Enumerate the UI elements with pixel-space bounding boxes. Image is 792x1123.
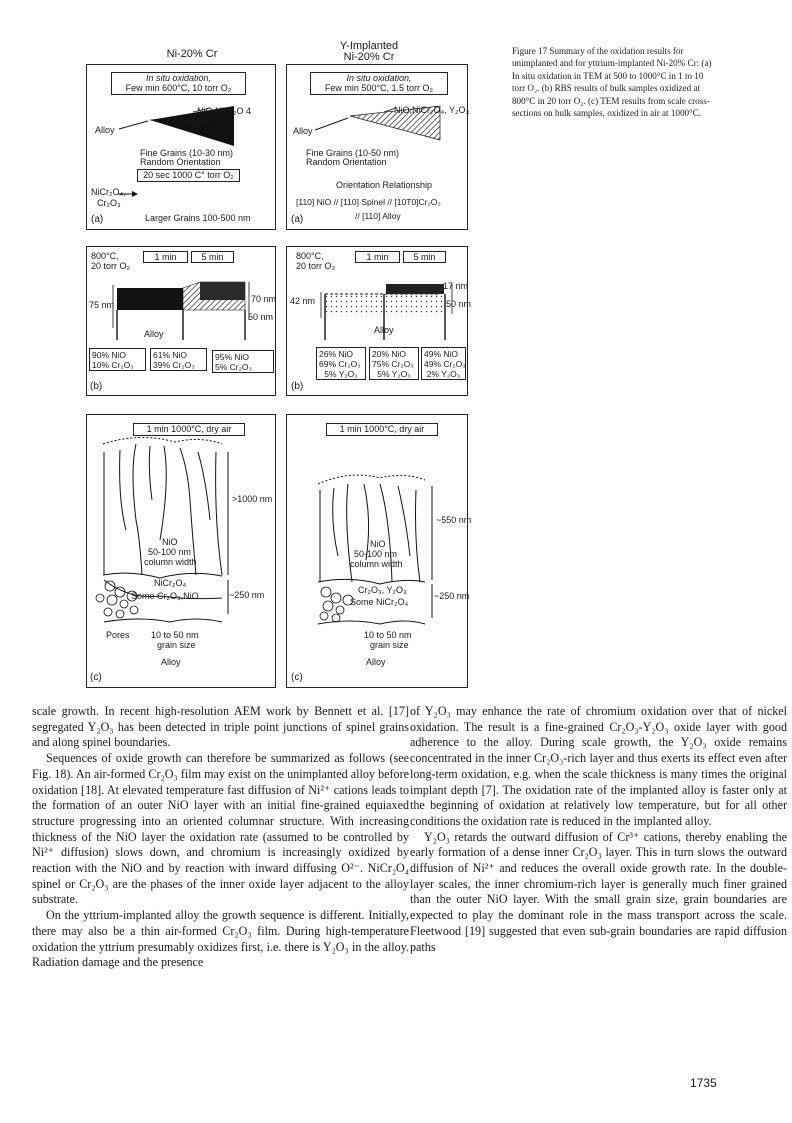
b-right-comp-3-l3: 2% Y₂O₃ — [426, 369, 461, 379]
b-left-comp-1-l2: 10% Cr₂O₃ — [92, 360, 134, 370]
b-right-depth-17: 17 nm — [443, 281, 469, 291]
a-right-oxide-label: NiO,NiCr₂O₄, Y₂O₃ — [394, 105, 470, 115]
b-right-comp-3-l1: 49% NiO — [424, 349, 459, 359]
c-right-grain-size-line1: 10 to 50 nm — [364, 630, 412, 640]
a-left-panel-label: (a) — [91, 214, 104, 225]
left-paragraph-1: scale growth. In recent high-resolution AEM work by Bennett et al. [17] segregated Y₂O₃ has been detected in triple point junctions of spinel grains and along spinel boundaries. — [32, 704, 409, 750]
inner-grains-c-right — [320, 587, 353, 622]
c-right-grain-size-line2: grain size — [370, 640, 409, 650]
c-right-nio-line3: column width — [350, 559, 403, 569]
b-right-comp-3 — [421, 347, 466, 380]
a-right-orientation-line2: // [110] Alloy — [355, 211, 401, 221]
b-left-comp-2-l2: 39% Cr₂O₃ — [153, 360, 195, 370]
a-right-grains-line1: Fine Grains (10-50 nm) — [306, 148, 400, 158]
b-left-comp-1 — [89, 348, 146, 371]
page-number: 1735 — [690, 1076, 717, 1090]
b-left-comp-3 — [212, 350, 274, 373]
a-left-oxide-label: NiO,NiCr₂O 4 — [197, 106, 251, 116]
b-right-comp-1-l3: 5% Y₂O₃ — [324, 369, 358, 379]
b-left-time-1min: 1 min — [143, 251, 188, 263]
b-right-comp-2 — [369, 347, 419, 380]
col-title-implanted-1: Y-Implanted — [339, 40, 399, 52]
a-left-oxide2-line2: Cr₂O₃ — [97, 198, 121, 208]
b-right-depth-50: 50 nm — [446, 299, 472, 309]
c-left-grain-size-line1: 10 to 50 nm — [151, 630, 199, 640]
rbs-profile-b-left — [113, 282, 249, 340]
b-left-depth-50: 50 nm — [248, 312, 274, 322]
b-right-alloy-label: Alloy — [374, 325, 394, 335]
b-right-comp-3-l2: 49% Cr₂O₃ — [424, 359, 466, 369]
b-right-time-5min: 5 min — [403, 251, 446, 263]
right-paragraph-1: of Y₂O₃ may enhance the rate of chromium oxidation over that of nickel oxidation. The result is a fine-grained Cr₂O₃-Y₂O₃ oxide layer with good adherence to the alloy. During scale growth, the Y₂O₃ oxide remains concentrated in the inner Cr₂O₃-rich layer and thus exerts its effect even after long-term oxidation, e.g. when the scale thickness is many times the original implant depth [7]. The oxidation rate of the implanted alloy is faster only at the beginning of oxidation at relatively low temperature, but for all other conditions the oxidation rate is reduced in the implanted alloy. — [410, 704, 787, 828]
a-right-cond-line2: Few min 500°C, 1.5 torr O₂ — [324, 83, 434, 93]
c-left-grain-size-line2: grain size — [157, 640, 196, 650]
c-left-alloy-label: Alloy — [161, 657, 181, 667]
c-left-depth-big: >1000 nm — [232, 494, 273, 504]
a-right-panel-label: (a) — [291, 214, 304, 225]
b-right-cond-line2: 20 torr O₂ — [296, 261, 336, 271]
c-left-nio-line2: 50-100 nm — [148, 547, 192, 557]
b-left-comp-1-l1: 90% NiO — [92, 350, 127, 360]
c-right-depth-big: ~550 nm — [436, 515, 472, 525]
left-paragraph-2: Sequences of oxide growth can therefore be summarized as follows (see Fig. 18). An air-formed Cr₂O₃ film may exist on the unimplanted alloy before oxidation [18]. At elevated temperature fast diffusion of Ni²⁺ cations leads to the formation of an outer NiO layer with an initial fine-grained equiaxed structure progressing into an oriented columnar structure. With increasing thickness of the NiO layer the oxidation rate (assumed to be controlled by Ni²⁺ diffusion) slows down, and chromium is increasingly oxidized by reaction with the NiO and by reaction with inward diffusing O²⁻. NiCr₂O₄ spinel or Cr₂O₃ are the phases of the inner oxide layer adjacent to the alloy substrate. — [32, 751, 409, 907]
b-right-comp-1-l2: 69% Cr₂O₃ — [319, 359, 361, 369]
b-left-time-5min: 5 min — [191, 251, 234, 263]
c-left-nio-line1: NiO — [162, 537, 178, 547]
b-right-depth-42: 42 nm — [290, 296, 316, 306]
a-left-large-grains: Larger Grains 100-500 nm — [145, 213, 251, 223]
col-title-implanted-2: Ni-20% Cr — [343, 51, 395, 63]
left-paragraph-3: On the yttrium-implanted alloy the growth sequence is different. Initially, there may also be a thin air-formed Cr₂O₃ film. During high-temperature oxidation the yttrium presumably oxidizes first, i.e. there is Y₂O₃ in the alloy. Radiation damage and the presence — [32, 908, 409, 970]
b-left-cond-line1: 800°C, — [91, 251, 119, 261]
a-right-orientation-title: Orientation Relationship — [336, 180, 433, 190]
c-left-inner-line2: Some Cr₂O₃,NiO — [131, 591, 199, 601]
a-right-condition-box — [310, 72, 448, 95]
b-right-panel-label: (b) — [291, 381, 304, 392]
c-left-nio-line3: column width — [144, 557, 197, 567]
a-left-cond-line2: Few min 600°C, 10 torr O₂ — [125, 83, 232, 93]
col-title-unimplanted: Ni-20% Cr — [166, 48, 218, 60]
a-right-orientation-line1: [110] NiO // [110] Spinel // [10T0]Cr₂O₃ — [296, 197, 441, 207]
b-left-comp-3-l2: 5% Cr₂O₃ — [215, 362, 252, 372]
a-left-grains-line2: Random Orientation — [140, 157, 221, 167]
c-left-pores-label: Pores — [106, 630, 130, 640]
b-left-comp-2 — [150, 348, 207, 371]
a-right-cond-line1: In situ oxidation, — [346, 73, 412, 83]
c-right-panel-label: (c) — [291, 672, 303, 683]
b-left-alloy-label: Alloy — [144, 329, 164, 339]
a-left-condition-box — [111, 72, 246, 95]
a-left-cond-line1: In situ oxidation, — [145, 73, 212, 83]
b-right-comp-2-l3: 5% Y₂O₃ — [377, 369, 411, 379]
c-left-depth-small: ~250 nm — [229, 590, 265, 600]
b-left-depth-70: 70 nm — [251, 294, 277, 304]
b-right-comp-1 — [316, 347, 366, 380]
c-left-inner-line1: NiCr₂O₄ — [154, 578, 187, 588]
right-paragraph-2: Y₂O₃ retards the outward diffusion of Cr³⁺ cations, thereby enabling the early formation of a dense inner Cr₂O₃ layer. This in turn slows the outward diffusion of Ni²⁺ and reduces the overall oxide growth rate. In the double-layer scales, the inner chromium-rich layer is generally much finer grained than the outer NiO layer. With the small grain size, grain boundaries are expected to play the dominant role in the mass transport across the scale. Fleetwood [19] suggested that even sub-grain boundaries are rapid diffusion paths — [410, 829, 787, 954]
a-left-alloy-label: Alloy — [95, 125, 115, 135]
c-right-nio-line1: NiO — [370, 539, 386, 549]
a-left-condition-box-2: 20 sec 1000 C° torr O₂ — [137, 169, 240, 182]
b-right-comp-2-l1: 20% NiO — [372, 349, 407, 359]
c-left-panel-label: (c) — [90, 672, 102, 683]
c-left-condition-box: 1 min 1000°C, dry air — [133, 423, 245, 436]
c-right-inner-line1: Cr₂O₃, Y₂O₃ — [358, 585, 407, 595]
b-left-cond-line2: 20 torr O₂ — [91, 261, 131, 271]
c-right-depth-small: ~250 nm — [434, 591, 470, 601]
b-right-comp-1-l1: 26% NiO — [319, 349, 354, 359]
body-column-right — [410, 704, 787, 955]
figure-caption: Figure 17 Summary of the oxidation results for unimplanted and for yttrium-implanted Ni-20% Cr: (a) In situ oxidation in TEM at 500 to 1000°C in 1 to 10 torr O₂. (b) RBS results of bulk samples oxidized at 800°C in 20 torr O₂. (c) TEM results from scale cross-sections on bulk samples, oxidized in air at 1000°C. — [512, 46, 712, 119]
a-right-alloy-label: Alloy — [293, 126, 313, 136]
a-right-grains-line2: Random Orientation — [306, 157, 387, 167]
c-right-condition-box: 1 min 1000°C, dry air — [326, 423, 438, 436]
a-left-grains-line1: Fine Grains (10-30 nm) — [140, 148, 234, 158]
body-column-left — [32, 704, 409, 971]
b-right-cond-line1: 800°C, — [296, 251, 324, 261]
b-left-comp-3-l1: 95% NiO — [215, 352, 250, 362]
b-right-comp-2-l2: 75% Cr₂O₃ — [372, 359, 414, 369]
b-left-comp-2-l1: 61% NiO — [153, 350, 188, 360]
c-right-alloy-label: Alloy — [366, 657, 386, 667]
c-right-nio-line2: 50-100 nm — [354, 549, 398, 559]
a-left-oxide2-line1: NiCr₂O₄, — [91, 187, 126, 197]
b-left-panel-label: (b) — [90, 381, 103, 392]
b-left-depth-75: 75 nm — [89, 300, 115, 310]
c-right-inner-line2: Some NiCr₂O₄ — [350, 597, 409, 607]
b-right-time-1min: 1 min — [355, 251, 400, 263]
